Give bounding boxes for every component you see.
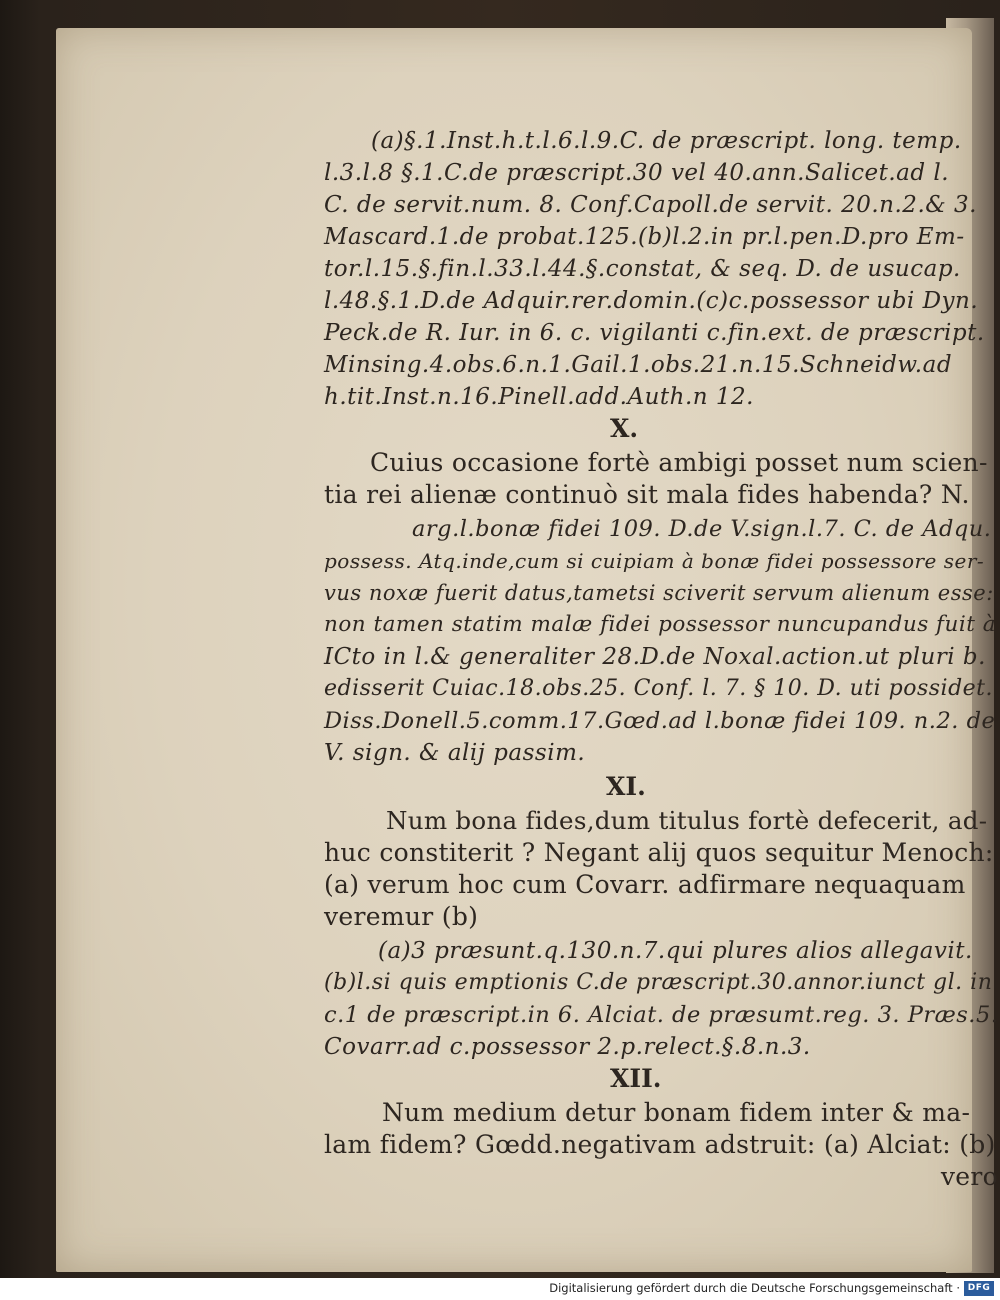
footnote-line: h.tit.Inst.n.16.Pinell.add.Auth.n 12.: [324, 384, 754, 410]
digitization-footer: [0, 1278, 1000, 1300]
body-line: Num bona fides,dum titulus fortè defecerit, ad-: [386, 806, 988, 835]
catchword: vero: [940, 1162, 998, 1191]
section-heading-x: X.: [610, 414, 639, 443]
body-line: tia rei alienæ continuò sit mala fides habenda? N.: [324, 480, 970, 509]
footnote-line: l.48.§.1.D.de Adquir.rer.domin.(c)c.possessor ubi Dyn.: [324, 288, 979, 314]
footnote-line: arg.l.bonæ fidei 109. D.de V.sign.l.7. C. de Adqu.: [412, 516, 992, 542]
footnote-line: non tamen statim malæ fidei possessor nuncupandus fuit à: [324, 612, 997, 637]
section-heading-xii: XII.: [610, 1064, 662, 1093]
body-line: Num medium detur bonam fidem inter & ma-: [382, 1098, 971, 1127]
footnote-line: (a)3 præsunt.q.130.n.7.qui plures alios allegavit.: [378, 938, 973, 964]
footnote-line: Mascard.1.de probat.125.(b)l.2.in pr.l.pen.D.pro Em-: [324, 224, 965, 250]
footnote-line: c.1 de præscript.in 6. Alciat. de præsumt.reg. 3. Præs.5.: [324, 1002, 999, 1028]
body-line: huc constiterit ? Negant alij quos sequitur Menoch:: [324, 838, 994, 867]
body-line: Cuius occasione fortè ambigi posset num scien-: [370, 448, 988, 477]
section-heading-xi: XI.: [606, 772, 646, 801]
footnote-line: Diss.Donell.5.comm.17.Gœd.ad l.bonæ fidei 109. n.2. de: [324, 708, 996, 734]
footnote-line: V. sign. & alij passim.: [324, 740, 586, 766]
body-line: veremur (b): [324, 902, 479, 931]
footnote-line: l.3.l.8 §.1.C.de præscript.30 vel 40.ann.Salicet.ad l.: [324, 160, 950, 186]
footer-credit: Digitalisierung gefördert durch die Deutsche Forschungsgemeinschaft ·: [549, 1281, 960, 1295]
book-page: [56, 28, 999, 1272]
dfg-logo: DFG: [964, 1281, 994, 1296]
footnote-line: Peck.de R. Iur. in 6. c. vigilanti c.fin.ext. de præscript.: [324, 320, 985, 346]
footnote-line: (b)l.si quis emptionis C.de præscript.30.annor.iunct gl. in: [324, 970, 993, 995]
footnote-line: vus noxæ fuerit datus,tametsi sciverit servum alienum esse:: [324, 581, 994, 605]
footnote-line: edisserit Cuiac.18.obs.25. Conf. l. 7. § 10. D. uti possidet.: [324, 676, 994, 701]
body-line: (a) verum hoc cum Covarr. adfirmare nequaquam: [324, 870, 966, 899]
body-line: lam fidem? Gœdd.negativam adstruit: (a) Alciat: (b): [324, 1130, 996, 1159]
footnote-line: possess. Atq.inde,cum si cuipiam à bonæ fidei possessore ser-: [324, 549, 985, 573]
footnote-line: (a)§.1.Inst.h.t.l.6.l.9.C. de præscript. long. temp.: [371, 128, 962, 154]
footnote-line: tor.l.15.§.fin.l.33.l.44.§.constat, & seq. D. de usucap.: [324, 256, 961, 282]
footnote-line: C. de servit.num. 8. Conf.Capoll.de servit. 20.n.2.& 3.: [324, 192, 977, 218]
footnote-line: Covarr.ad c.possessor 2.p.relect.§.8.n.3.: [324, 1034, 811, 1060]
footnote-line: Minsing.4.obs.6.n.1.Gail.1.obs.21.n.15.Schneidw.ad: [324, 352, 953, 378]
footnote-line: ICto in l.& generaliter 28.D.de Noxal.action.ut pluri b.: [324, 644, 986, 670]
